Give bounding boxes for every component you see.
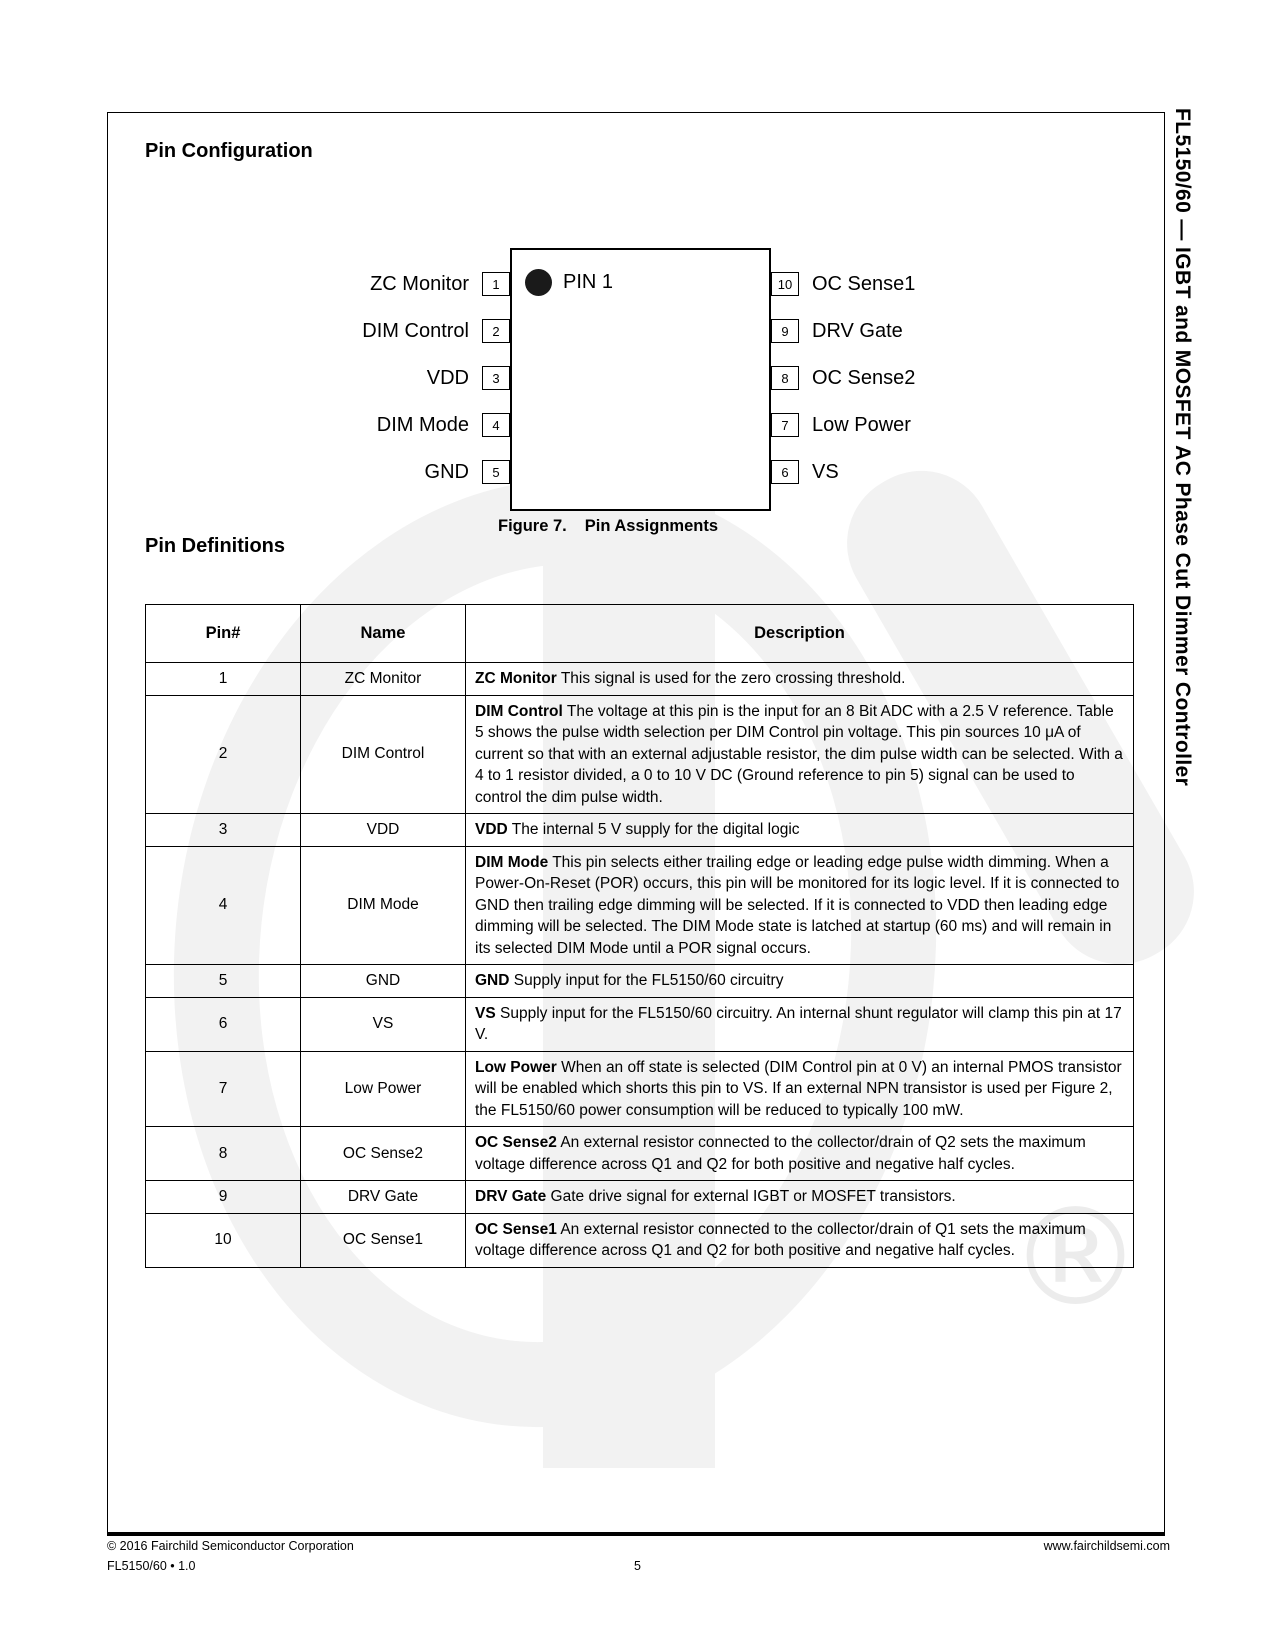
figure-caption-title: Pin Assignments [584, 517, 718, 535]
table-row [146, 1127, 1134, 1181]
figure-caption-label: Figure 7. [497, 517, 567, 535]
pin-name-cell: DRV Gate [301, 1181, 466, 1214]
pin-number-cell: 10 [146, 1213, 301, 1267]
pin-row [771, 413, 1166, 437]
pin-description-cell [466, 997, 1134, 1051]
pin-row [108, 319, 510, 343]
table-row [146, 965, 1134, 998]
pin-term: VS [475, 1004, 496, 1022]
pin-row [771, 366, 1166, 390]
column-header-description: Description [466, 605, 1134, 663]
pin-name-label: OC Sense1 [812, 272, 916, 295]
pin-name-label: DIM Mode [376, 413, 469, 436]
pin-name-label: VS [812, 460, 839, 483]
pin-name-cell: OC Sense2 [301, 1127, 466, 1181]
pin-row [771, 319, 1166, 343]
pin-description-cell [466, 695, 1134, 814]
pin-description-text: An external resistor connected to the collector/drain of Q2 sets the maximum voltage difference across Q1 and Q2 for both positive and negative half cycles. [475, 1134, 1086, 1173]
pin-number-box: 4 [482, 413, 510, 437]
pin-row [108, 366, 510, 390]
footer-website-url: www.fairchildsemi.com [1043, 1539, 1170, 1553]
pin-name-cell: DIM Control [301, 695, 466, 814]
pin-term: DRV Gate [475, 1188, 547, 1205]
pin-number-cell: 2 [146, 695, 301, 814]
pin-term: Low Power [475, 1058, 557, 1076]
pin-row [771, 272, 1166, 296]
footer-page-number: 5 [634, 1559, 641, 1573]
pin-row [108, 272, 510, 296]
ic-package-outline [510, 248, 771, 511]
pin-term: ZC Monitor [475, 670, 557, 687]
left-pin-list [108, 272, 510, 507]
pin-name-label: ZC Monitor [370, 272, 469, 295]
pin-number-box: 3 [482, 366, 510, 390]
pin-name-cell: OC Sense1 [301, 1213, 466, 1267]
pin-description-cell [466, 846, 1134, 965]
pin-description-cell [466, 814, 1134, 847]
footer-doc-version: FL5150/60 • 1.0 [107, 1559, 196, 1573]
pin-description-text: This pin selects either trailing edge or leading edge pulse width dimming. When a Power-On-Reset (POR) occurs, this pin will be monitored for its logic level. If it is connected to GND then trailing edge dimming will be selected. If it is connected to VDD then leading edge dimming will be selected. The DIM Mode state is latched at startup (60 ms) and will remain in its selected DIM Mode until a POR signal occurs. [475, 853, 1120, 957]
pin-name-label: VDD [426, 366, 469, 389]
table-row [146, 1213, 1134, 1267]
pin-name-cell: VS [301, 997, 466, 1051]
pin-description-text: Supply input for the FL5150/60 circuitry [513, 972, 784, 989]
pin-description-text: The voltage at this pin is the input for an 8 Bit ADC with a 2.5 V reference. Table 5 shows the pulse width selection per DIM Control pin voltage. This pin sources 10 μA of current so that with an external adjustable resistor, the dim pulse width can be selected. With a 4 to 1 resistor divided, a 0 to 10 V DC (Ground reference to pin 5) signal can be used to control the dim pulse width. [475, 702, 1123, 806]
pin-name-cell: VDD [301, 814, 466, 847]
pin-name-label: Low Power [812, 413, 911, 436]
pin-name-cell: Low Power [301, 1051, 466, 1127]
pin-definitions-heading: Pin Definitions [145, 535, 285, 557]
pin-term: OC Sense2 [475, 1134, 557, 1151]
registered-trademark-watermark-icon: ® [1008, 1179, 1143, 1336]
pin-name-cell: GND [301, 965, 466, 998]
pin-name-cell: DIM Mode [301, 846, 466, 965]
pin-number-cell: 8 [146, 1127, 301, 1181]
table-row [146, 1181, 1134, 1214]
table-row [146, 1051, 1134, 1127]
pin-description-cell [466, 1127, 1134, 1181]
pin1-marker [525, 269, 613, 296]
pin-term: GND [475, 972, 510, 989]
pin-number-box: 9 [771, 319, 799, 343]
pin-number-box: 1 [482, 272, 510, 296]
pin-name-label: GND [424, 460, 469, 483]
column-header-name: Name [301, 605, 466, 663]
pin-name-cell: ZC Monitor [301, 663, 466, 696]
pin-row [771, 460, 1166, 484]
pin-number-box: 8 [771, 366, 799, 390]
pin-description-text: An external resistor connected to the collector/drain of Q1 sets the maximum voltage difference across Q1 and Q2 for both positive and negative half cycles. [475, 1220, 1086, 1259]
pin-term: DIM Control [475, 702, 563, 720]
pin-description-text: Gate drive signal for external IGBT or MOSFET transistors. [550, 1188, 956, 1205]
pin-number-cell: 9 [146, 1181, 301, 1214]
pin-configuration-heading: Pin Configuration [145, 140, 313, 162]
table-row [146, 846, 1134, 965]
page-border-frame [107, 112, 1165, 1536]
pin-description-text: When an off state is selected (DIM Control pin at 0 V) an internal PMOS transistor will be enabled which shorts this pin to VS. If an external NPN transistor is used per Figure 2, the FL5150/60 power consumption will be reduced to typically 100 mW. [475, 1058, 1122, 1119]
pin-name-label: DIM Control [362, 319, 469, 342]
pin-name-label: OC Sense2 [812, 366, 916, 389]
pin-row [108, 413, 510, 437]
column-header-pin: Pin# [146, 605, 301, 663]
pin-number-box: 10 [771, 272, 799, 296]
pin-number-cell: 5 [146, 965, 301, 998]
table-row [146, 814, 1134, 847]
pin-term: OC Sense1 [475, 1220, 557, 1238]
pin-description-text: Supply input for the FL5150/60 circuitry. An internal shunt regulator will clamp this pin at 17 V. [475, 1004, 1122, 1043]
right-pin-list [771, 272, 1166, 507]
pin-description-cell [466, 1213, 1134, 1267]
pin-name-label: DRV Gate [812, 319, 903, 342]
document-title-vertical: FL5150/60 — IGBT and MOSFET AC Phase Cut Dimmer Controller [1171, 108, 1194, 787]
pin-description-cell [466, 1181, 1134, 1214]
pin-description-text: The internal 5 V supply for the digital logic [511, 821, 800, 838]
pin1-indicator-dot-icon [525, 269, 552, 296]
pin-term: DIM Mode [475, 853, 549, 871]
pin-description-cell [466, 1051, 1134, 1127]
table-header-row [146, 605, 1134, 663]
pin-term: VDD [475, 821, 508, 838]
table-row [146, 695, 1134, 814]
pin-description-cell [466, 663, 1134, 696]
pin1-label: PIN 1 [563, 271, 614, 293]
pin-number-cell: 1 [146, 663, 301, 696]
pin-number-box: 7 [771, 413, 799, 437]
pin-definitions-table [145, 604, 1134, 1268]
footer-copyright: © 2016 Fairchild Semiconductor Corporation [107, 1539, 354, 1553]
pin-number-cell: 4 [146, 846, 301, 965]
pin-number-cell: 7 [146, 1051, 301, 1127]
pin-number-cell: 3 [146, 814, 301, 847]
pin-description-text: This signal is used for the zero crossing threshold. [560, 670, 906, 687]
pin-number-cell: 6 [146, 997, 301, 1051]
pin-number-box: 2 [482, 319, 510, 343]
pin-number-box: 5 [482, 460, 510, 484]
figure-caption [108, 517, 1108, 536]
pin-row [108, 460, 510, 484]
table-row [146, 663, 1134, 696]
table-row [146, 997, 1134, 1051]
pin-number-box: 6 [771, 460, 799, 484]
pin-description-cell [466, 965, 1134, 998]
